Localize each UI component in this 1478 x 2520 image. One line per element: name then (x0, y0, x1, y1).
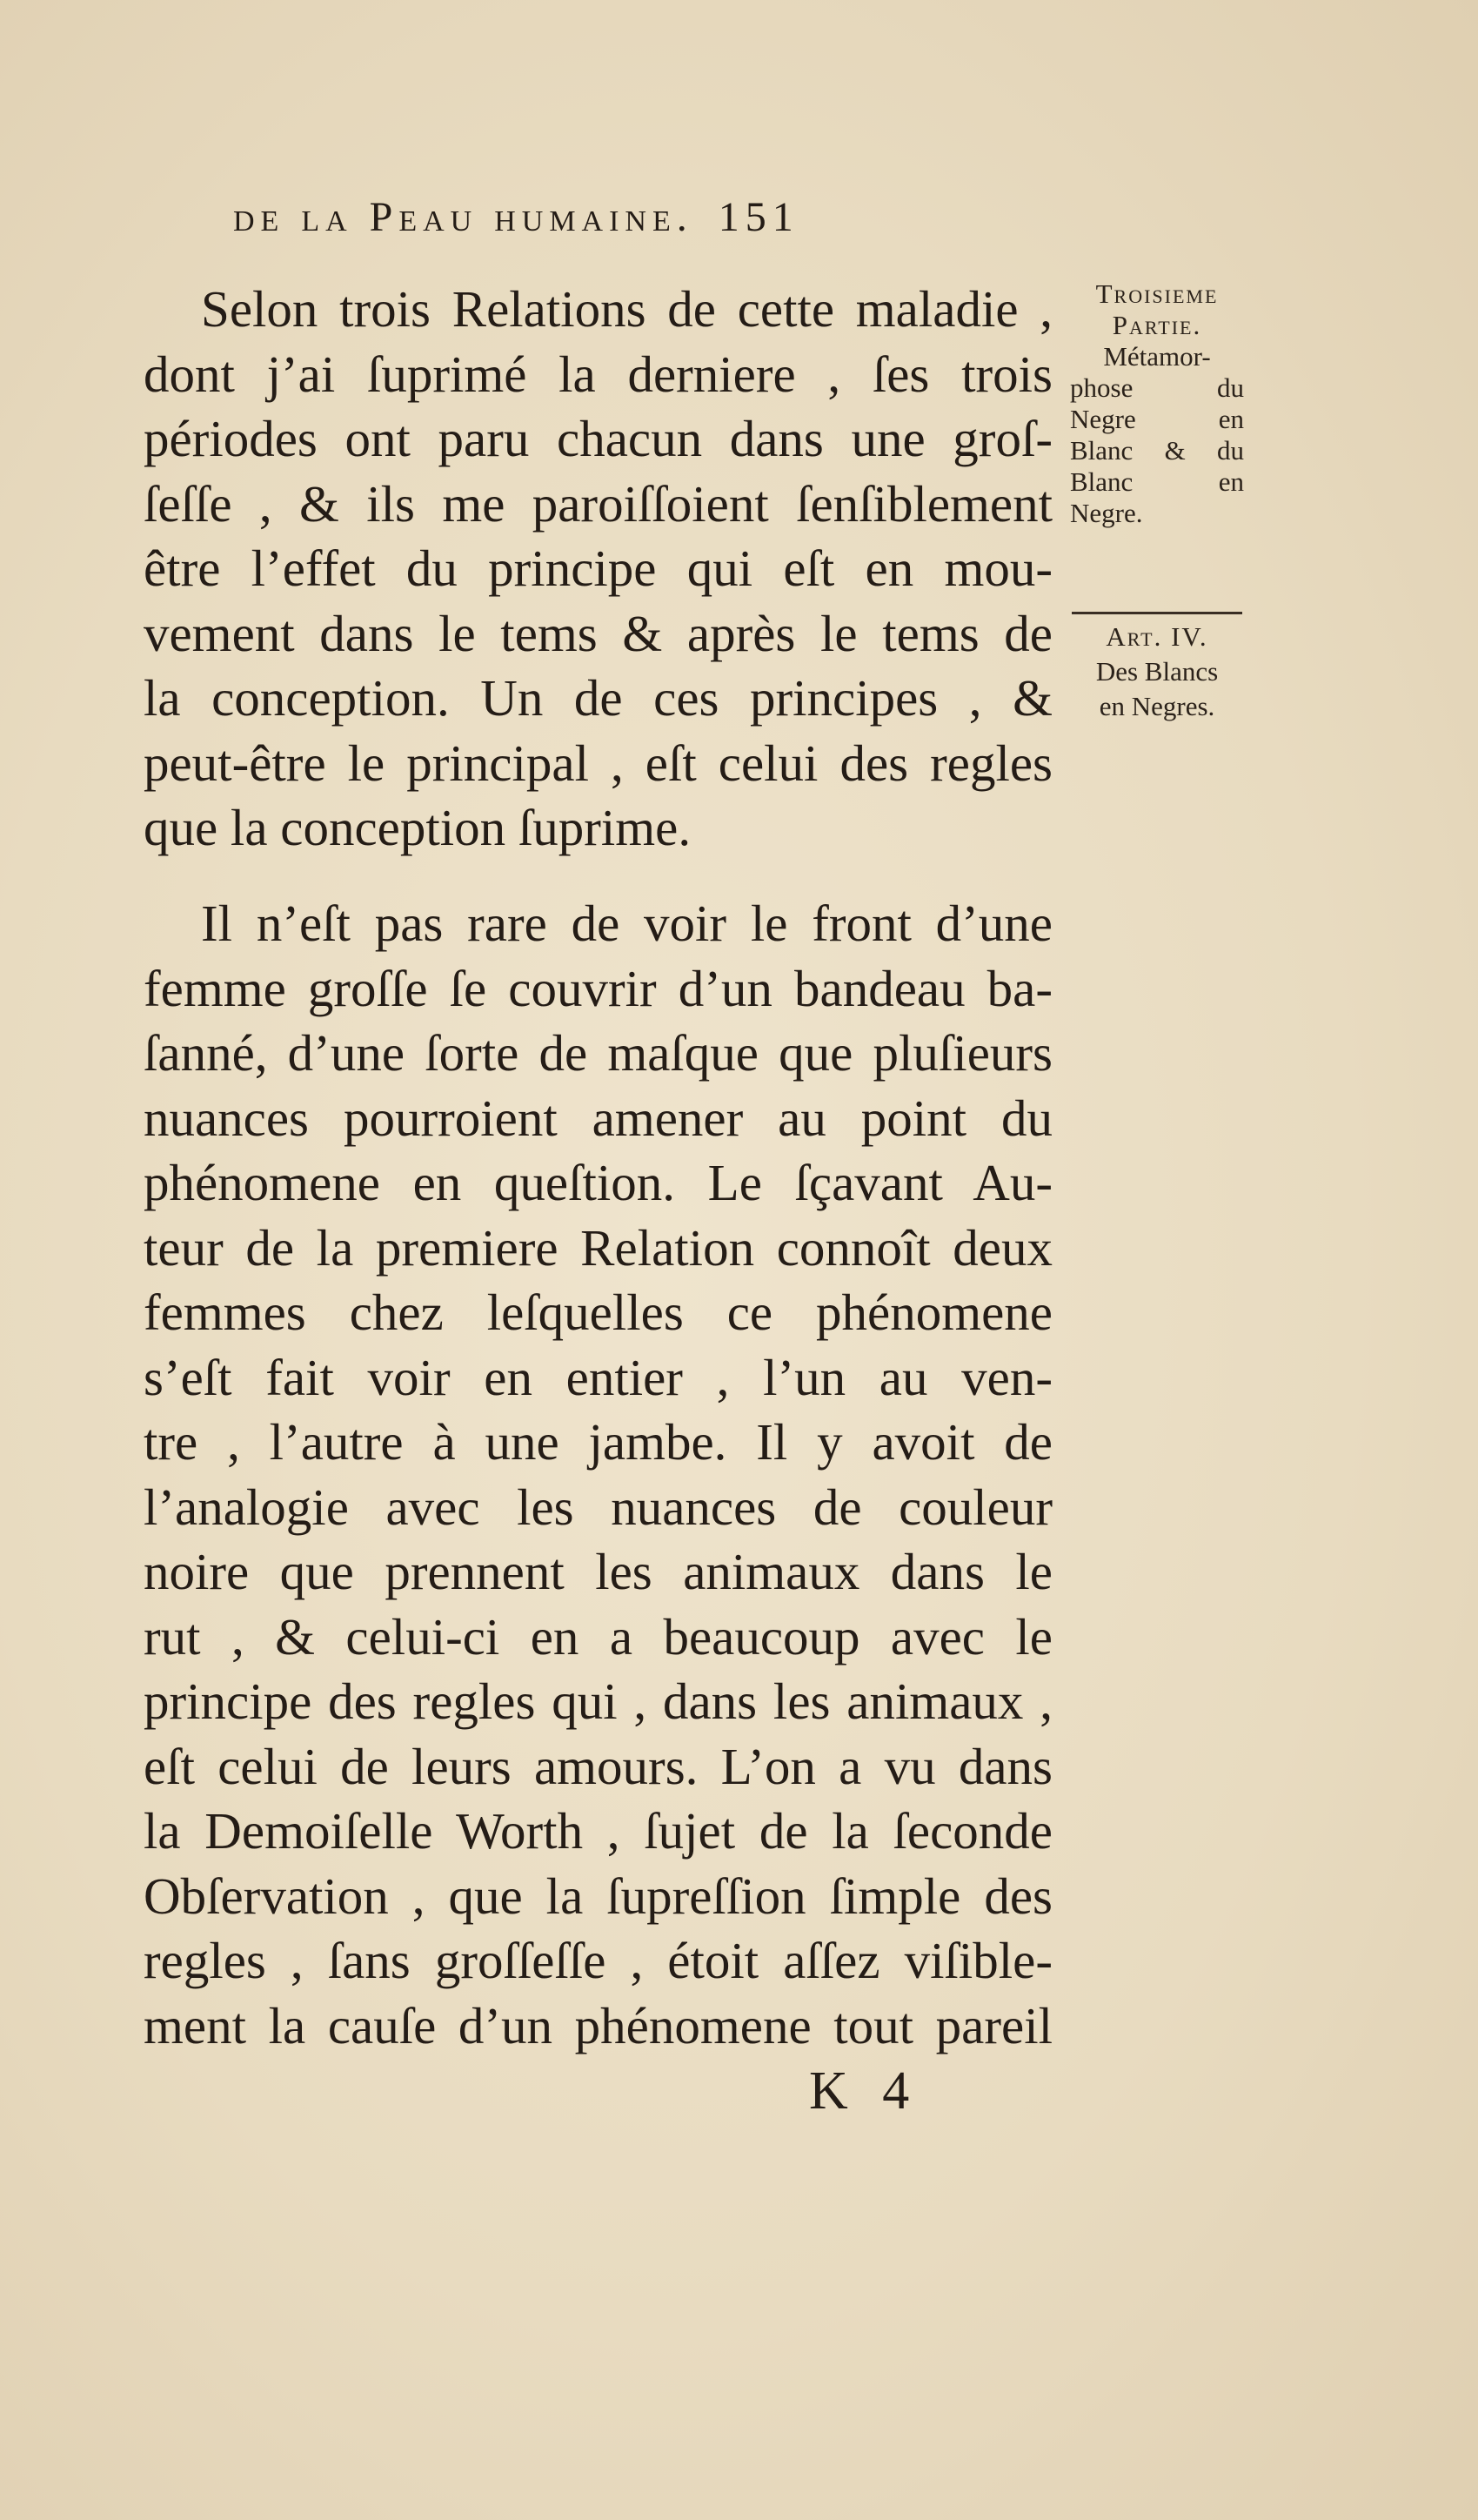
margin-divider (1072, 612, 1242, 614)
text-line: femmes chez leſquelles ce phénomene (144, 1283, 1053, 1341)
text-line: l’analogie avec les nuances de couleur (144, 1478, 1053, 1536)
text-line: phénomene en queſtion. Le ſçavant Au- (144, 1154, 1053, 1211)
text-line: Il n’eſt pas rare de voir le front d’une (201, 895, 1053, 952)
paragraph-2 (144, 891, 1053, 2058)
text-line: que la conception ſuprime. (144, 799, 692, 856)
text-line: dont j’ai ſuprimé la derniere , ſes trois (144, 345, 1053, 403)
page-number: 151 (718, 194, 799, 240)
margin-note-line: en Negres. (1099, 691, 1215, 721)
text-line: être l’effet du principe qui eſt en mou- (144, 540, 1053, 597)
running-head (233, 193, 1103, 241)
text-line: eſt celui de leurs amours. L’on a vu dans (144, 1737, 1053, 1795)
margin-note-line: Blanc en (1070, 466, 1244, 497)
text-line: regles , ſans groſſeſſe , étoit aſſez viſible- (144, 1932, 1053, 1989)
margin-note-article (1070, 620, 1244, 724)
text-line: ment la cauſe d’un phénomene tout pareil (144, 1996, 1053, 2054)
text-line: rut , & celui-ci en a beaucoup avec le (144, 1607, 1053, 1665)
running-title: de la Peau humaine. (233, 194, 693, 240)
text-line: s’eſt fait voir en entier , l’un au ven- (144, 1348, 1053, 1406)
margin-note-line: Métamor- (1103, 341, 1211, 372)
text-line: vement dans le tems & après le tems de (144, 604, 1053, 662)
text-line: femme groſſe ſe couvrir d’un bandeau ba- (144, 959, 1053, 1017)
text-line: nuances pourroient amener au point du (144, 1089, 1053, 1147)
text-line: teur de la premiere Relation connoît deux (144, 1218, 1053, 1277)
article-number: Art. IV. (1106, 621, 1208, 652)
text-line: ſanné, d’une ſorte de maſque que pluſieurs (144, 1024, 1053, 1082)
margin-note-line: Troisieme (1095, 278, 1219, 309)
text-line: Obſervation , que la ſupreſſion ſimple des (144, 1867, 1053, 1925)
text-line: périodes ont paru chacun dans une groſ- (144, 410, 1053, 467)
text-line: noire que prennent les animaux dans le (144, 1543, 1053, 1600)
margin-note (1070, 278, 1244, 529)
text-line: ſeſſe , & ils me paroiſſoient ſenſiblement (144, 474, 1053, 533)
margin-note-line: Blanc & du (1070, 435, 1244, 466)
signature-mark: K 4 (809, 2061, 920, 2121)
margin-note-line: Des Blancs (1095, 656, 1219, 687)
text-line: Selon trois Relations de cette maladie , (201, 280, 1053, 338)
text-line: tre , l’autre à une jambe. Il y avoit de (144, 1413, 1053, 1471)
margin-note-line: Negre en (1070, 404, 1244, 434)
text-line: la conception. Un de ces principes , & (144, 669, 1053, 727)
text-line: la Demoiſelle Worth , ſujet de la ſeconde (144, 1802, 1053, 1860)
text-line: peut-être le principal , eſt celui des regles (144, 734, 1053, 792)
paragraph-1 (144, 277, 1053, 861)
margin-note-line: phose du (1070, 372, 1244, 403)
margin-note-line: Negre. (1070, 498, 1143, 528)
text-line: principe des regles qui , dans les animaux , (144, 1672, 1053, 1730)
margin-note-line: Partie. (1112, 310, 1202, 340)
